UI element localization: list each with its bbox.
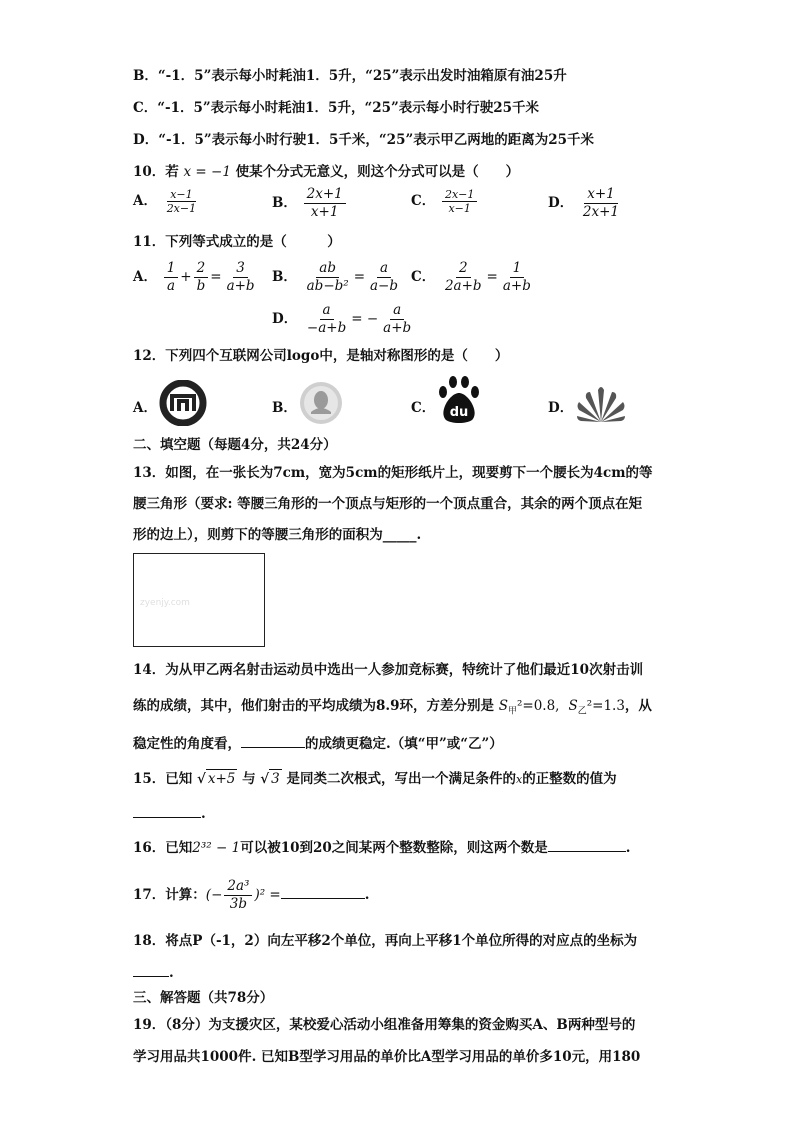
denominator: a+b: [383, 320, 412, 336]
period: .: [169, 965, 174, 981]
option-label: B．: [272, 195, 297, 211]
symbol: S: [498, 698, 508, 714]
operator: =: [353, 269, 365, 285]
section-answer: 三、解答题（共78分）: [133, 990, 274, 1006]
q14-line-2: [133, 697, 652, 721]
q15-text: 15．已知: [133, 771, 193, 787]
q14-text: ，从: [624, 698, 652, 714]
rectangle-figure: [133, 553, 265, 647]
option-label: A．: [133, 269, 157, 285]
fraction: [164, 260, 179, 295]
q9-option-b: B．“-1．5”表示每小时耗油1．5升，“25”表示出发时油箱原有油25升: [133, 68, 567, 84]
fraction: [442, 260, 485, 295]
q10-stem: [133, 163, 519, 181]
q12-stem: 12．下列四个互联网公司logo中，是轴对称图形的是（ ）: [133, 348, 509, 364]
q10-option-d: [548, 186, 624, 221]
subscript: 乙: [577, 706, 587, 717]
numerator: 2x−1: [442, 188, 477, 202]
operator: = −: [351, 311, 379, 327]
q10-option-a: [133, 188, 201, 215]
subscript: 甲: [507, 706, 517, 717]
q17-text: 17．计算：: [133, 887, 206, 903]
q11-option-d: [272, 302, 416, 337]
denominator: a: [166, 278, 176, 294]
q16-expression: 2³² − 1: [192, 840, 241, 856]
variable: x: [515, 773, 523, 786]
fraction: [442, 188, 477, 215]
period: .: [201, 806, 206, 822]
denominator: −a+b: [306, 320, 347, 336]
numerator: a: [390, 302, 404, 320]
fraction: [367, 260, 401, 295]
logo-b-icon: [296, 380, 346, 430]
watermark: zyenjy.com: [140, 598, 190, 608]
q13-line-3: 形的边上），则剪下的等腰三角形的面积为_____.: [133, 527, 422, 543]
fraction: [164, 188, 199, 215]
option-label: C．: [411, 193, 436, 209]
numerator: 3: [233, 260, 248, 278]
variance-yi: [564, 698, 625, 717]
fraction: [224, 260, 258, 295]
option-label: D．: [272, 311, 298, 327]
q14-line-3: [133, 733, 503, 753]
numerator: 1: [510, 260, 525, 278]
operator: =: [486, 269, 498, 285]
logo-c-icon: [434, 376, 484, 428]
numerator: 2: [456, 260, 471, 278]
denominator: a−b: [370, 278, 399, 294]
q11-option-c: [411, 260, 536, 295]
q12-label-b: B．: [272, 400, 297, 416]
q17-line: [133, 878, 369, 913]
answer-blank: [133, 803, 201, 818]
answer-blank: [548, 837, 626, 852]
q14-line-1: 14．为从甲乙两名射击运动员中选出一人参加竞标赛，特统计了他们最近10次射击训: [133, 662, 644, 678]
option-label: C．: [411, 269, 436, 285]
q14-text: 稳定性的角度看，: [133, 736, 241, 752]
section-fill-in: 二、填空题（每题4分，共24分）: [133, 437, 337, 453]
denominator: 2a+b: [444, 278, 482, 294]
q19-line-2: 学习用品共1000件. 已知B型学习用品的单价比A型学习用品的单价多10元，用180: [133, 1049, 641, 1065]
q15-text: 与: [242, 771, 256, 787]
fraction: [304, 260, 352, 295]
fraction: [500, 260, 534, 295]
q11-option-b: [272, 260, 403, 295]
q10-stem-suffix: 使某个分式无意义，则这个分式可以是（ ）: [235, 164, 520, 180]
answer-blank: [133, 962, 169, 977]
q15-line-1: [133, 769, 617, 789]
variance-jia: [498, 698, 560, 717]
q19-line-1: 19．（8分）为支援灾区，某校爱心活动小组准备用筹集的资金购买A、B两种型号的: [133, 1017, 636, 1033]
fraction: [224, 878, 252, 913]
numerator: 2a³: [224, 878, 252, 896]
numerator: x−1: [167, 188, 195, 202]
fraction: [580, 186, 622, 221]
logo-c-text: du: [449, 405, 469, 420]
q10-option-b: [272, 186, 348, 221]
q15-text: 的正整数的值为: [522, 771, 617, 787]
q11-stem: 11．下列等式成立的是（ ）: [133, 234, 341, 250]
answer-blank: [281, 884, 365, 899]
denominator: 3b: [229, 896, 248, 912]
numerator: 2x+1: [304, 186, 346, 204]
numerator: a: [377, 260, 391, 278]
q9-option-d: D．“-1．5”表示每小时行驶1．5千米，“25”表示甲乙两地的距离为25千米: [133, 132, 595, 148]
numerator: x+1: [584, 186, 618, 204]
option-label: B．: [272, 269, 297, 285]
q14-text: 练的成绩，其中，他们射击的平均成绩为8.9环，方差分别是: [133, 698, 494, 714]
q16-line: [133, 837, 630, 857]
q18-line-1: 18．将点P（-1，2）向左平移2个单位，再向上平移1个单位所得的对应点的坐标为: [133, 933, 638, 949]
q12-label-c: C．: [411, 400, 436, 416]
q12-label-d: D．: [548, 400, 574, 416]
answer-blank: [241, 733, 305, 748]
option-label: A．: [133, 193, 157, 209]
operator: +: [180, 269, 192, 285]
q15-text: 是同类二次根式，写出一个满足条件的: [286, 771, 516, 787]
denominator: x−1: [448, 202, 471, 215]
denominator: b: [196, 278, 206, 294]
q11-option-a: [133, 260, 260, 295]
option-label: D．: [548, 195, 574, 211]
fraction: [194, 260, 209, 295]
denominator: x+1: [310, 204, 339, 220]
value: ²=1.3: [586, 698, 625, 714]
denominator: a+b: [502, 278, 531, 294]
numerator: ab: [316, 260, 339, 278]
fraction: [304, 302, 349, 337]
fraction: [380, 302, 414, 337]
symbol: S: [568, 698, 578, 714]
q10-stem-prefix: 10．若: [133, 164, 179, 180]
sqrt-symbol: √: [260, 771, 270, 787]
q13-line-2: 腰三角形（要求: 等腰三角形的一个顶点与矩形的一个顶点重合，其余的两个顶点在矩: [133, 496, 643, 512]
denominator: 2x−1: [166, 202, 197, 215]
q17-expression: (−: [205, 887, 223, 903]
denominator: 2x+1: [582, 204, 620, 220]
numerator: 1: [164, 260, 179, 278]
q13-line-1: 13．如图，在一张长为7cm，宽为5cm的矩形纸片上，现要剪下一个腰长为4cm的等: [133, 465, 653, 481]
q16-text: 16．已知: [133, 840, 193, 856]
denominator: ab−b²: [306, 278, 349, 294]
period: .: [625, 840, 631, 856]
value: ²=0.8,: [516, 698, 560, 714]
radicand: x+5: [207, 771, 236, 787]
numerator: 2: [194, 260, 209, 278]
q15-line-2: [133, 803, 206, 823]
denominator: a+b: [226, 278, 255, 294]
q10-option-c: [411, 188, 479, 215]
q12-label-a: A．: [133, 400, 157, 416]
logo-a-icon: [158, 380, 208, 430]
sqrt-symbol: √: [197, 771, 206, 787]
q9-option-c: C．“-1．5”表示每小时耗油1．5升，“25”表示每小时行驶25千米: [133, 100, 540, 116]
numerator: a: [320, 302, 334, 320]
q18-line-2: [133, 962, 174, 982]
q10-condition: x = −1: [183, 164, 231, 180]
q14-text: 的成绩更稳定.（填“甲”或“乙”）: [305, 736, 503, 752]
radicand: 3: [271, 771, 280, 787]
operator: =: [210, 269, 222, 285]
logo-d-icon: [574, 382, 628, 428]
q17-expression: )² =: [254, 887, 281, 903]
fraction: [304, 186, 346, 221]
period: .: [364, 887, 370, 903]
q16-text: 可以被10到20之间某两个整数整除，则这两个数是: [240, 840, 548, 856]
